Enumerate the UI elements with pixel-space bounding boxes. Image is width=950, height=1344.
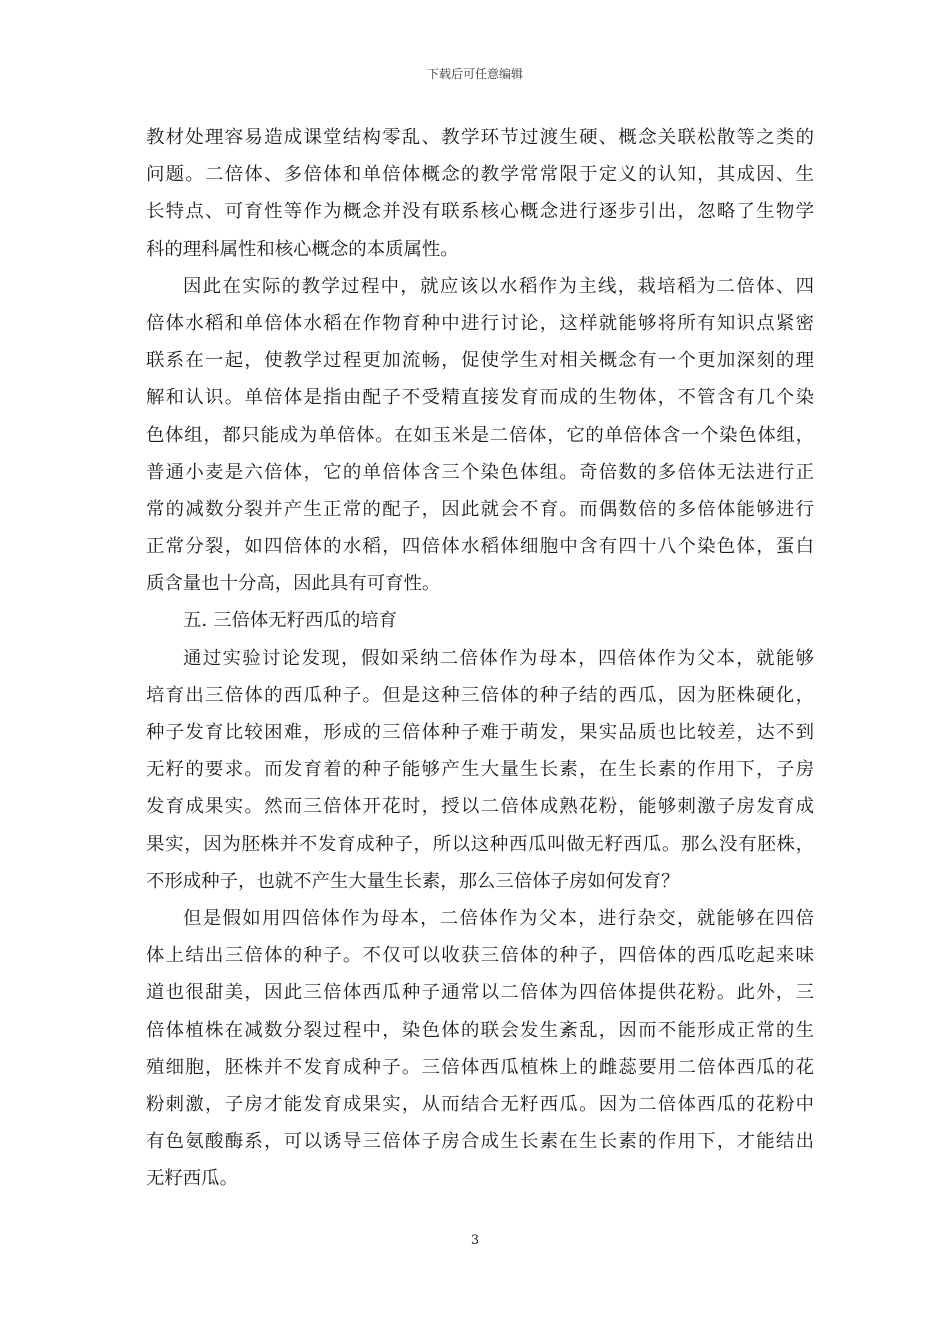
paragraph-watermelon-experiment (146, 640, 814, 900)
text-line: 联系在一起，使教学过程更加流畅，促使学生对相关概念有一个更加深刻的理 (146, 350, 814, 372)
document-body (146, 119, 814, 1197)
text-line: 无籽的要求。而发育着的种子能够产生大量生长素，在生长素的作用下，子房 (146, 759, 814, 781)
text-line: 教材处理容易造成课堂结构零乱、教学环节过渡生硬、概念关联松散等之类的 (146, 127, 814, 148)
text-line: 不形成种子，也就不产生大量生长素，那么三倍体子房如何发育？ (146, 870, 680, 892)
text-line: 常的减数分裂并产生正常的配子，因此就会不育。而偶数倍的多倍体能够进行 (146, 498, 814, 520)
text-line: 正常分裂，如四倍体的水稻，四倍体水稻体细胞中含有四十八个染色体，蛋白 (146, 536, 814, 558)
text-line: 道也很甜美，因此三倍体西瓜种子通常以二倍体为四倍体提供花粉。此外，三 (146, 982, 814, 1004)
section-heading (146, 602, 814, 639)
text-line: 问题。二倍体、多倍体和单倍体概念的教学常常限于定义的认知，其成因、生 (146, 164, 814, 186)
text-line: 科的理科属性和核心概念的本质属性。 (146, 238, 459, 260)
text-line: 长特点、可育性等作为概念并没有联系核心概念进行逐步引出，忽略了生物学 (146, 201, 814, 223)
text-line: 倍体植株在减数分裂过程中，染色体的联会发生紊乱，因而不能形成正常的生 (146, 1019, 814, 1041)
section-heading-text: 五. 三倍体无籽西瓜的培育 (183, 610, 397, 632)
text-line: 色体组，都只能成为单倍体。在如玉米是二倍体，它的单倍体含一个染色体组， (146, 424, 814, 446)
text-line: 果实，因为胚株并不发育成种子，所以这种西瓜叫做无籽西瓜。那么没有胚株， (146, 833, 814, 855)
paragraph-teaching-issues (146, 119, 814, 268)
text-line: 殖细胞，胚株并不发育成种子。三倍体西瓜植株上的雌蕊要用二倍体西瓜的花 (146, 1056, 814, 1078)
text-line: 普通小麦是六倍体，它的单倍体含三个染色体组。奇倍数的多倍体无法进行正 (146, 461, 814, 483)
text-line: 发育成果实。然而三倍体开花时，授以二倍体成熟花粉，能够刺激子房发育成 (146, 796, 814, 818)
text-line: 质含量也十分高，因此具有可育性。 (146, 573, 441, 595)
text-line: 培育出三倍体的西瓜种子。但是这种三倍体的种子结的西瓜，因为胚株硬化， (146, 684, 814, 706)
text-line: 倍体水稻和单倍体水稻在作物育种中进行讨论，这样就能够将所有知识点紧密 (146, 312, 814, 334)
page-number: 3 (470, 1233, 480, 1248)
text-line: 体上结出三倍体的种子。不仅可以收获三倍体的种子，四倍体的西瓜吃起来味 (146, 945, 814, 967)
paragraph-tetraploid-mother (146, 900, 814, 1198)
text-line: 种子发育比较困难，形成的三倍体种子难于萌发，果实品质也比较差，达不到 (146, 722, 814, 743)
text-line: 粉刺激，子房才能发育成果实，从而结合无籽西瓜。因为二倍体西瓜的花粉中 (146, 1093, 814, 1115)
text-line: 因此在实际的教学过程中，就应该以水稻作为主线，栽培稻为二倍体、四 (183, 275, 814, 297)
text-line: 无籽西瓜。 (146, 1168, 238, 1190)
page-header: 下载后可任意编辑 (426, 67, 523, 81)
text-line: 有色氨酸酶系，可以诱导三倍体子房合成生长素在生长素的作用下，才能结出 (146, 1131, 814, 1153)
text-line: 但是假如用四倍体作为母本，二倍体作为父本，进行杂交，就能够在四倍 (183, 907, 814, 929)
text-line: 通过实验讨论发现，假如采纳二倍体作为母本，四倍体作为父本，就能够 (183, 647, 814, 669)
paragraph-rice-teaching (146, 268, 814, 603)
text-line: 解和认识。单倍体是指由配子不受精直接发育而成的生物体，不管含有几个染 (146, 387, 814, 409)
